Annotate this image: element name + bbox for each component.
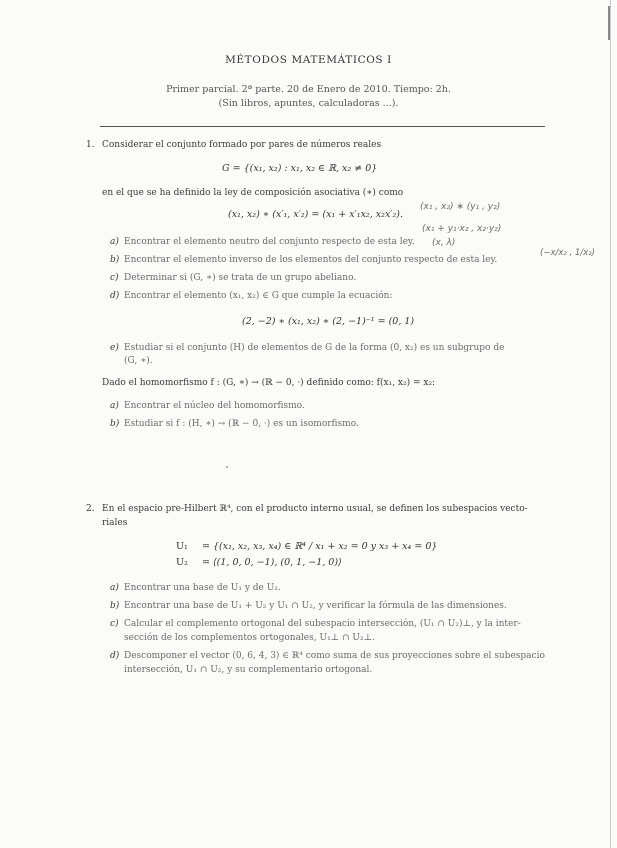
problem2-item-d-line2: intersección, U₁ ∩ U₂, y su complementario ortogonal. <box>124 665 373 675</box>
handwritten-note-1: (x₁ , x₂) ∗ (y₁ , y₂) <box>420 202 501 212</box>
subspace-u2-definition: = ⟨(1, 0, 0, −1), (0, 1, −1, 0)⟩ <box>202 557 342 568</box>
problem2-item-a-text: Encontrar una base de U₁ y de U₂. <box>124 583 281 593</box>
problem2-item-a-label: a) <box>110 583 119 593</box>
problem2-intro-line2: riales <box>102 518 128 528</box>
problem1-homo-item-b-text: Estudiar si f : (H, ∗) → (ℝ − 0, ·) es un isomorfismo. <box>124 419 359 429</box>
problem1-law-intro: en el que se ha definido la ley de composición asociativa (∗) como <box>102 188 404 198</box>
problem1-intro: Considerar el conjunto formado por pares de números reales <box>102 140 382 150</box>
exam-subtitle-line2: (Sin libros, apuntes, calculadoras ...). <box>218 98 399 109</box>
header-rule <box>100 126 545 127</box>
problem1-item-b-text: Encontrar el elemento inverso de los elementos del conjunto respecto de esta ley. <box>124 255 498 265</box>
problem2-item-c-line2: sección de los complementos ortogonales, U₁⊥ ∩ U₂⊥. <box>124 633 375 643</box>
problem1-equation: (2, −2) ∗ (x₁, x₂) ∗ (2, −1)⁻¹ = (0, 1) <box>242 316 415 327</box>
handwritten-note-2: (x₁ + y₁·x₂ , x₂·y₂) <box>422 224 502 234</box>
problem2-item-d-label: d) <box>110 651 120 661</box>
problem1-item-d-label: d) <box>110 291 120 301</box>
problem1-item-a-label: a) <box>110 237 119 247</box>
problem1-item-e-line2: (G, ∗). <box>124 356 153 366</box>
problem1-item-a-text: Encontrar el elemento neutro del conjunto respecto de esta ley. <box>124 237 415 247</box>
problem2-item-b-label: b) <box>110 601 120 611</box>
subspace-u1-definition: = {(x₁, x₂, x₃, x₄) ∈ ℝ⁴ / x₁ + x₂ = 0 y x₃ + x₄ = 0} <box>202 541 438 552</box>
scan-edge <box>610 0 611 848</box>
problem1-homo-item-b-label: b) <box>110 419 120 429</box>
problem2-intro-line1: En el espacio pre-Hilbert ℝ⁴, con el producto interno usual, se definen los subespacios vecto- <box>102 504 528 514</box>
problem1-law: (x₁, x₂) ∗ (x′₁, x′₂) = (x₁ + x′₁x₂, x₂x′₂). <box>228 209 403 220</box>
subspace-u1-label: U₁ <box>176 541 188 552</box>
problem2-item-d-line1: Descomponer el vector (0, 6, 4, 3) ∈ ℝ⁴ como suma de sus proyecciones sobre el subespacio <box>124 651 545 661</box>
handwritten-note-4: (−x/x₂ , 1/x₂) <box>540 248 595 258</box>
problem1-homomorphism-intro: Dado el homomorfismo f : (G, ∗) → (ℝ − 0, ·) definido como: f(x₁, x₂) = x₂: <box>102 378 436 388</box>
exam-title: MÉTODOS MATEMÁTICOS I <box>225 54 392 66</box>
scan-mark <box>608 6 610 40</box>
problem2-number: 2. <box>86 504 95 514</box>
problem1-homo-item-a-label: a) <box>110 401 119 411</box>
problem1-item-e-label: e) <box>110 343 119 353</box>
problem2-item-c-label: c) <box>110 619 119 629</box>
problem1-item-c-text: Determinar si (G, ∗) se trata de un grupo abeliano. <box>124 273 357 283</box>
problem1-item-d-text: Encontrar el elemento (x₁, x₂) ∈ G que cumple la ecuación: <box>124 291 393 301</box>
problem1-homo-item-a-text: Encontrar el núcleo del homomorfismo. <box>124 401 305 411</box>
handwritten-note-3: (x, λ) <box>432 238 456 248</box>
problem1-item-b-label: b) <box>110 255 120 265</box>
problem1-item-c-label: c) <box>110 273 119 283</box>
problem1-set-definition: G = {(x₁, x₂) : x₁, x₂ ∈ ℝ, x₂ ≠ 0} <box>222 163 378 174</box>
problem2-item-c-line1: Calcular el complemento ortogonal del subespacio intersección, (U₁ ∩ U₂)⊥, y la inter- <box>124 619 521 629</box>
problem1-item-e-line1: Estudiar si el conjunto (H) de elementos de G de la forma (0, x₂) es un subgrupo de <box>124 343 505 353</box>
problem2-item-b-text: Encontrar una base de U₁ + U₂ y U₁ ∩ U₂, y verificar la fórmula de las dimensiones. <box>124 601 507 611</box>
exam-subtitle-line1: Primer parcial. 2ª parte. 20 de Enero de 2010. Tiempo: 2h. <box>166 84 451 95</box>
problem1-number: 1. <box>86 140 95 150</box>
scan-speck <box>226 466 228 468</box>
subspace-u2-label: U₂ <box>176 557 188 568</box>
